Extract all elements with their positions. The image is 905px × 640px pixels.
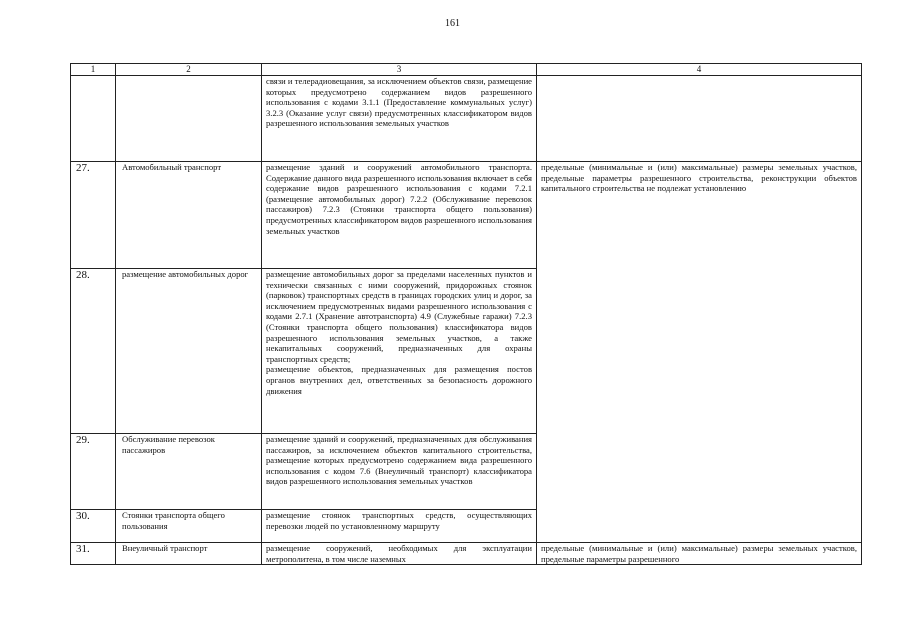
row-params-cell bbox=[537, 510, 862, 543]
column-header-2: 2 bbox=[116, 64, 262, 76]
column-header-3: 3 bbox=[262, 64, 537, 76]
row-number-cell: 27. bbox=[71, 162, 116, 269]
row-description-cell: размещение зданий и сооружений автомобильного транспорта. Содержание данного вида разрешенного использования включает в себя содержание видов разрешенного использования с кодами 7.2.1 (размещение автомобильных дорог) 7.2.2 (Обслуживание перевозок пассажиров) 7.2.3 (Стоянки транспорта общего пользования) предусмотренных классификатором видов разрешенного использования земельных участков bbox=[262, 162, 537, 269]
header-row bbox=[71, 64, 862, 76]
land-use-table bbox=[70, 63, 862, 565]
row-description-cell bbox=[262, 269, 537, 434]
page-number: 161 bbox=[445, 18, 460, 29]
row-description-cell: связи и телерадиовещания, за исключением объектов связи, размещение которых предусмотрено содержанием видов разрешенного использования с кодами 3.1.1 (Предоставление коммунальных услуг) 3.2.3 (Оказание услуг связи) предусмотренных классификатором видов разрешенного использования земельных участков bbox=[262, 76, 537, 162]
row-number-cell: 31. bbox=[71, 543, 116, 565]
row-name-cell: Внеуличный транспорт bbox=[116, 543, 262, 565]
description-paragraph: размещение объектов, предназначенных для размещения постов органов внутренних дел, ответственных за безопасность дорожного движения bbox=[266, 364, 532, 396]
column-header-4: 4 bbox=[537, 64, 862, 76]
row-params-cell bbox=[537, 76, 862, 162]
row-name-cell bbox=[116, 76, 262, 162]
row-description-cell: размещение сооружений, необходимых для эксплуатации метрополитена, в том числе наземных bbox=[262, 543, 537, 565]
column-header-1: 1 bbox=[71, 64, 116, 76]
row-params-cell: предельные (минимальные и (или) максимальные) размеры земельных участков, предельные параметры разрешенного строительства, реконструкции объектов капитального строительства не подлежат установлению bbox=[537, 162, 862, 269]
row-number-cell: 30. bbox=[71, 510, 116, 543]
row-description-cell: размещение зданий и сооружений, предназначенных для обслуживания пассажиров, за исключением объектов капитального строительства, размещение которых предусмотрено содержанием вида разрешенного использования с кодом 7.6 (Внеуличный транспорт) классификатора видов разрешенного использования земельных участков bbox=[262, 434, 537, 510]
row-name-cell: Автомобильный транспорт bbox=[116, 162, 262, 269]
row-params-cell: предельные (минимальные и (или) максимальные) размеры земельных участков, предельные параметры разрешенного bbox=[537, 543, 862, 565]
row-params-cell bbox=[537, 269, 862, 434]
description-paragraph: размещение автомобильных дорог за пределами населенных пунктов и технически связанных с ними сооружений, придорожных стоянок (парковок) транспортных средств в границах городских улиц и дорог, за исключением предусмотренных видами разрешенного использования с кодами 2.7.1 (Хранение автотранспорта) 4.9 (Служебные гаражи) 7.2.3 (Стоянки транспорта общего пользования) классификатора видов разрешенного использования земельных участков, а также некапитальных сооружений, предназначенных для охраны транспортных средств; bbox=[266, 269, 532, 364]
row-description-cell: размещение стоянок транспортных средств, осуществляющих перевозки людей по установленному маршруту bbox=[262, 510, 537, 543]
row-number-cell: 28. bbox=[71, 269, 116, 434]
row-number-cell bbox=[71, 76, 116, 162]
table-row bbox=[71, 543, 862, 565]
row-name-cell: Стоянки транспорта общего пользования bbox=[116, 510, 262, 543]
row-number-cell: 29. bbox=[71, 434, 116, 510]
table-row bbox=[71, 162, 862, 269]
table-row bbox=[71, 434, 862, 510]
table-row-continuation bbox=[71, 76, 862, 162]
row-name-cell: Обслуживание перевозок пассажиров bbox=[116, 434, 262, 510]
table-row bbox=[71, 510, 862, 543]
table-row bbox=[71, 269, 862, 434]
row-params-cell bbox=[537, 434, 862, 510]
row-name-cell: размещение автомобильных дорог bbox=[116, 269, 262, 434]
